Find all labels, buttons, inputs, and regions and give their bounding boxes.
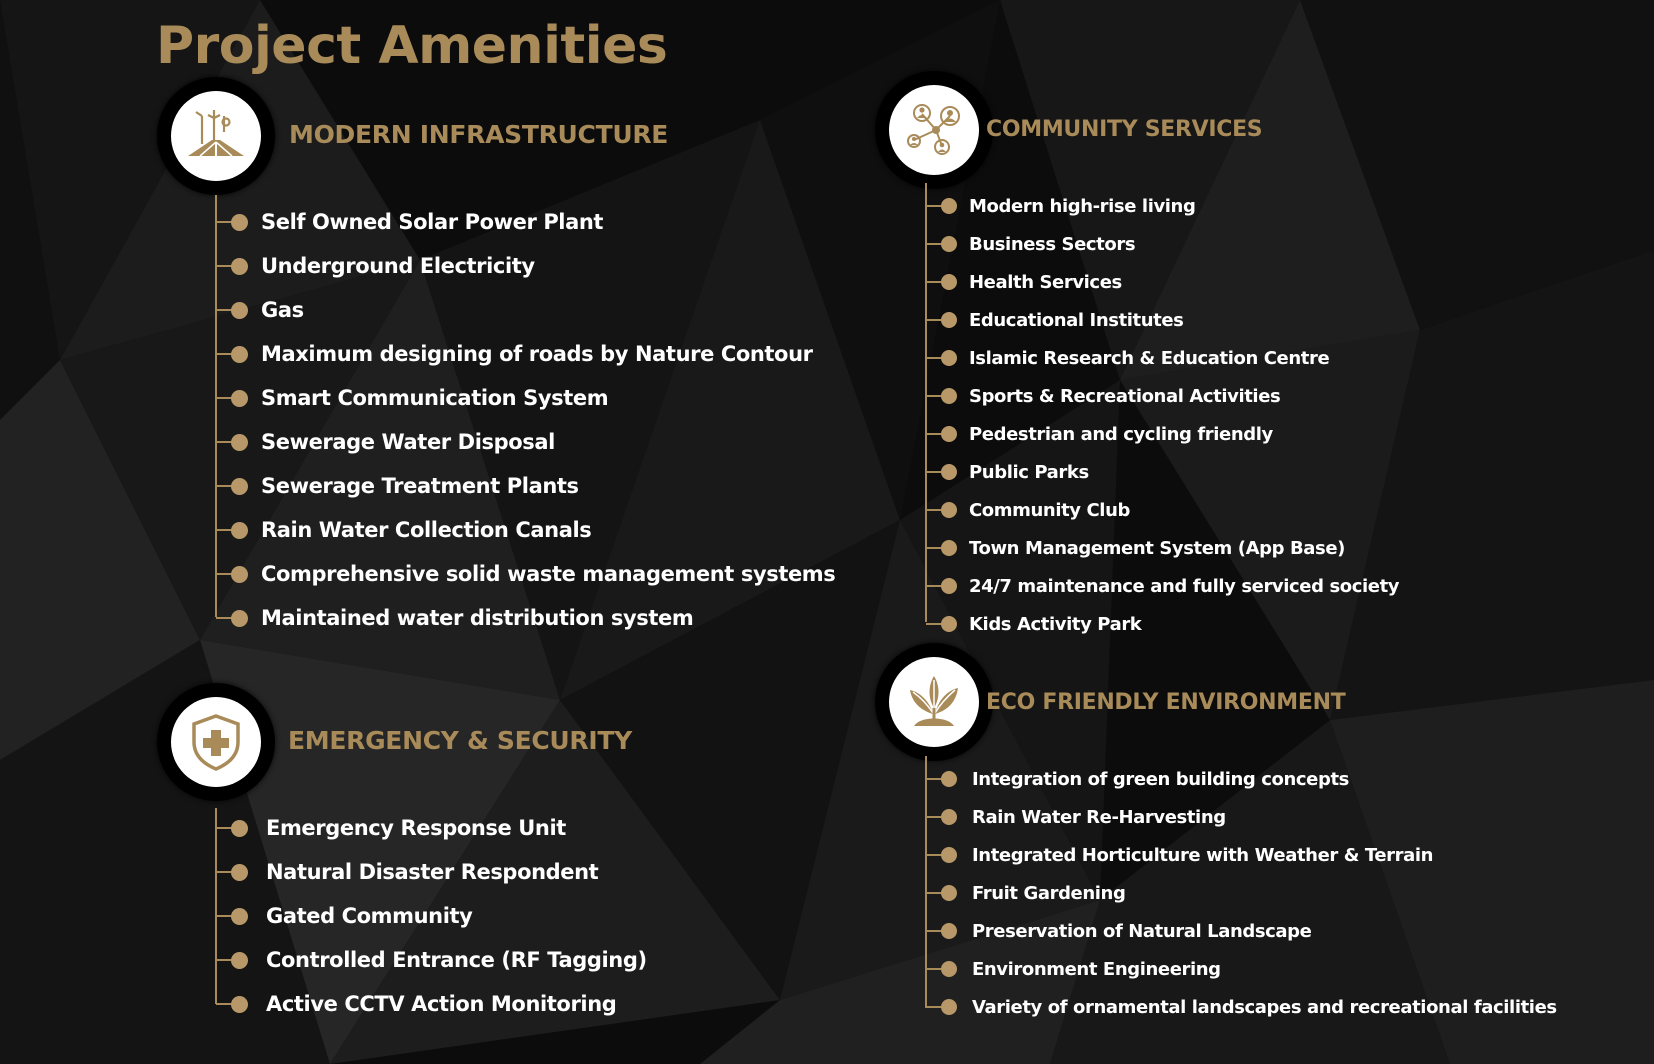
bullet-dot bbox=[941, 274, 957, 290]
bullet-dot bbox=[941, 885, 957, 901]
list-item: Public Parks bbox=[926, 457, 1089, 487]
bullet-dot bbox=[231, 478, 248, 495]
list-item: Self Owned Solar Power Plant bbox=[216, 205, 603, 239]
section-badge bbox=[875, 643, 993, 761]
list-item: Maximum designing of roads by Nature Contour bbox=[216, 337, 813, 371]
list-item: Gas bbox=[216, 293, 304, 327]
list-item: Environment Engineering bbox=[926, 954, 1221, 984]
section-heading: COMMUNITY SERVICES bbox=[986, 117, 1263, 142]
bullet-dot bbox=[941, 578, 957, 594]
list-item: Variety of ornamental landscapes and recreational facilities bbox=[926, 992, 1557, 1022]
section-heading: ECO FRIENDLY ENVIRONMENT bbox=[986, 690, 1346, 715]
bullet-dot bbox=[231, 566, 248, 583]
solar-tower-icon bbox=[182, 102, 250, 170]
list-item: Fruit Gardening bbox=[926, 878, 1125, 908]
bullet-dot bbox=[231, 610, 248, 627]
bullet-dot bbox=[231, 952, 248, 969]
section-heading: EMERGENCY & SECURITY bbox=[288, 726, 632, 755]
section-badge bbox=[157, 683, 275, 801]
list-item: Smart Communication System bbox=[216, 381, 608, 415]
list-item: Town Management System (App Base) bbox=[926, 533, 1345, 563]
bullet-dot bbox=[941, 847, 957, 863]
bullet-dot bbox=[941, 961, 957, 977]
bullet-dot bbox=[231, 996, 248, 1013]
bullet-dot bbox=[231, 214, 248, 231]
list-item: Health Services bbox=[926, 267, 1122, 297]
list-item: Integration of green building concepts bbox=[926, 764, 1349, 794]
list-item: Emergency Response Unit bbox=[216, 811, 566, 845]
bullet-dot bbox=[941, 771, 957, 787]
list-item: Maintained water distribution system bbox=[216, 601, 693, 635]
list-item: Sewerage Water Disposal bbox=[216, 425, 555, 459]
bullet-dot bbox=[231, 434, 248, 451]
list-item: Comprehensive solid waste management systems bbox=[216, 557, 835, 591]
bullet-dot bbox=[941, 923, 957, 939]
shield-cross-icon bbox=[182, 708, 250, 776]
bullet-dot bbox=[231, 258, 248, 275]
list-item: Sports & Recreational Activities bbox=[926, 381, 1280, 411]
bullet-dot bbox=[941, 999, 957, 1015]
list-item: Integrated Horticulture with Weather & Terrain bbox=[926, 840, 1433, 870]
list-item: Underground Electricity bbox=[216, 249, 535, 283]
list-item: Preservation of Natural Landscape bbox=[926, 916, 1311, 946]
list-item: Rain Water Re-Harvesting bbox=[926, 802, 1226, 832]
list-item: Community Club bbox=[926, 495, 1130, 525]
list-item: Natural Disaster Respondent bbox=[216, 855, 598, 889]
bullet-dot bbox=[941, 388, 957, 404]
list-item: Educational Institutes bbox=[926, 305, 1184, 335]
list-item: 24/7 maintenance and fully serviced society bbox=[926, 571, 1399, 601]
list-item: Gated Community bbox=[216, 899, 472, 933]
page-title: Project Amenities bbox=[156, 16, 668, 76]
bullet-dot bbox=[941, 350, 957, 366]
list-item: Modern high-rise living bbox=[926, 191, 1195, 221]
bullet-dot bbox=[941, 464, 957, 480]
bullet-dot bbox=[941, 616, 957, 632]
bullet-dot bbox=[941, 540, 957, 556]
list-item: Active CCTV Action Monitoring bbox=[216, 987, 616, 1021]
bullet-dot bbox=[941, 426, 957, 442]
bullet-dot bbox=[941, 312, 957, 328]
bullet-dot bbox=[231, 346, 248, 363]
list-item: Islamic Research & Education Centre bbox=[926, 343, 1329, 373]
bullet-dot bbox=[941, 236, 957, 252]
section-badge bbox=[157, 77, 275, 195]
list-item: Kids Activity Park bbox=[926, 609, 1141, 639]
bullet-dot bbox=[231, 908, 248, 925]
list-item: Controlled Entrance (RF Tagging) bbox=[216, 943, 647, 977]
section-badge bbox=[875, 71, 993, 189]
bullet-dot bbox=[231, 390, 248, 407]
bullet-dot bbox=[231, 864, 248, 881]
sprout-icon bbox=[900, 668, 968, 736]
list-item: Rain Water Collection Canals bbox=[216, 513, 591, 547]
bullet-dot bbox=[231, 820, 248, 837]
section-heading: MODERN INFRASTRUCTURE bbox=[289, 120, 669, 149]
list-item: Pedestrian and cycling friendly bbox=[926, 419, 1273, 449]
bullet-dot bbox=[941, 502, 957, 518]
bullet-dot bbox=[231, 302, 248, 319]
bullet-dot bbox=[941, 198, 957, 214]
people-network-icon bbox=[900, 96, 968, 164]
list-item: Business Sectors bbox=[926, 229, 1135, 259]
bullet-dot bbox=[231, 522, 248, 539]
bullet-dot bbox=[941, 809, 957, 825]
list-item: Sewerage Treatment Plants bbox=[216, 469, 579, 503]
